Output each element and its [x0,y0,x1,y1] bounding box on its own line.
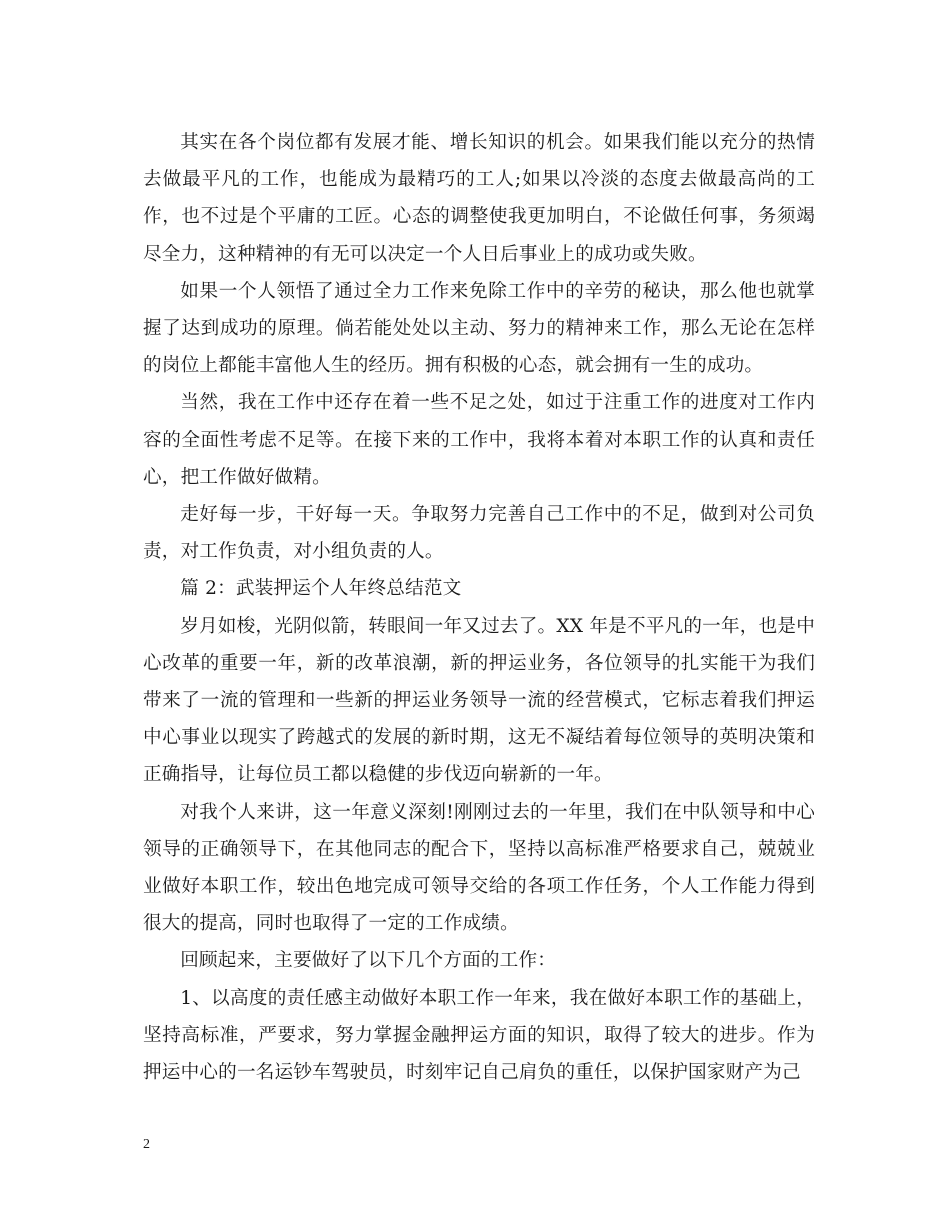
paragraph: 走好每一步，干好每一天。争取努力完善自己工作中的不足，做到对公司负责，对工作负责，对小组负责的人。 [143,504,815,563]
paragraph: 1、以高度的责任感主动做好本职工作一年来，我在做好本职工作的基础上，坚持高标准，严要求，努力掌握金融押运方面的知识，取得了较大的进步。作为押运中心的一名运钞车驾驶员，时刻牢记自己肩负的重任，以保护国家财产为己 [143,987,815,1084]
paragraph: 如果一个人领悟了通过全力工作来免除工作中的辛劳的秘诀，那么他也就掌握了达到成功的原理。倘若能处处以主动、努力的精神来工作，那么无论在怎样的岗位上都能丰富他人生的经历。拥有积极的心态，就会拥有一生的成功。 [143,280,815,377]
paragraph: 当然，我在工作中还存在着一些不足之处，如过于注重工作的进度对工作内容的全面性考虑不足等。在接下来的工作中，我将本着对本职工作的认真和责任心，把工作做好做精。 [143,392,815,488]
paragraph: 其实在各个岗位都有发展才能、增长知识的机会。如果我们能以充分的热情去做最平凡的工作，也能成为最精巧的工人;如果以冷淡的态度去做最高尚的工作，也不过是个平庸的工匠。心态的调整使我更加明白，不论做任何事，务须竭尽全力，这种精神的有无可以决定一个人日后事业上的成功或失败。 [143,132,815,265]
page-number: 2 [143,1137,150,1152]
paragraph: 回顾起来，主要做好了以下几个方面的工作： [180,950,557,972]
section-heading: 篇 2：武装押运个人年终总结范文 [180,578,462,600]
paragraph: 岁月如梭，光阴似箭，转眼间一年又过去了。XX 年是不平凡的一年，也是中心改革的重要一年，新的改革浪潮，新的押运业务，各位领导的扎实能干为我们带来了一流的管理和一些新的押运业务领导一流的经营模式，它标志着我们押运中心事业以现实了跨越式的发展的新时期，这无不凝结着每位领导的英明决策和正确指导，让每位员工都以稳健的步伐迈向崭新的一年。 [143,615,815,786]
paragraph: 对我个人来讲，这一年意义深刻!刚刚过去的一年里，我们在中队领导和中心领导的正确领导下，在其他同志的配合下，坚持以高标准严格要求自己，兢兢业业做好本职工作，较出色地完成可领导交给的各项工作任务，个人工作能力得到很大的提高，同时也取得了一定的工作成绩。 [143,801,815,935]
document-body [143,124,815,1091]
